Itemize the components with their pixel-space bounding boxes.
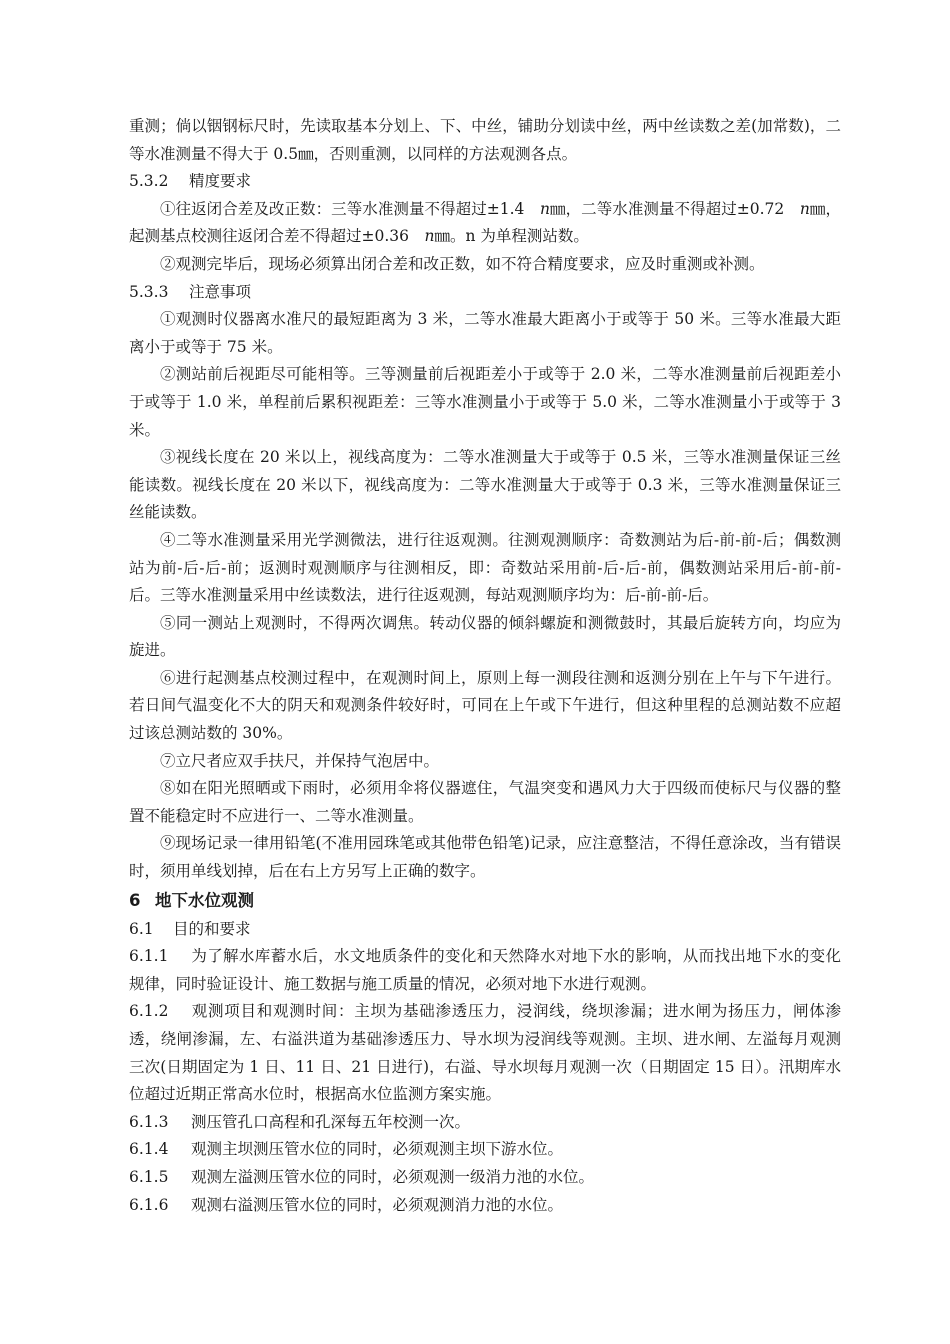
clause-text: 观测项目和观测时间：主坝为基础渗透压力，浸润线，绕坝渗漏；进水闸为扬压力，闸体渗透，绕闸渗漏，左、右溢洪道为基础渗透压力、导水坝为浸润线等观测。主坝、进水闸、左溢每月观测三次(日期固定为 1 日、11 日、21 日进行)，右溢、导水坝每月观测一次（日期固定 15 日）。汛期库水位超过近期正常高水位时，根据高水位监测方案实施。 <box>129 1002 841 1104</box>
clause-number: 6.1.5 <box>129 1167 169 1186</box>
list-item: ④二等水准测量采用光学测微法，进行往返观测。往测观测顺序：奇数测站为后-前-前-后；偶数测站为前-后-后-前；返测时观测顺序与往测相反，即：奇数站采用前-后-后-前，偶数测站采用后-前-前-后。三等水准测量采用中丝读数法，进行往返观测，每站观测顺序均为：后-前-前-后。 <box>129 530 841 605</box>
section-5-3-2-heading <box>129 168 841 196</box>
chapter-6-heading <box>129 886 841 916</box>
clause-number: 6.1.2 <box>129 1002 169 1021</box>
list-item: ①观测时仪器离水准尺的最短距离为 3 米，二等水准最大距离小于或等于 50 米。三等水准最大距离小于或等于 75 米。 <box>129 310 841 356</box>
clause-text: 为了解水库蓄水后，水文地质条件的变化和天然降水对地下水的影响，从而找出地下水的变化规律，同时验证设计、施工数据与施工质量的情况，必须对地下水进行观测。 <box>129 947 841 993</box>
clause-text: 观测左溢测压管水位的同时，必须观测一级消力池的水位。 <box>191 1167 595 1186</box>
clause-6-1-2 <box>129 998 841 1108</box>
section-number: 5.3.3 <box>129 282 169 301</box>
list-item: ③视线长度在 20 米以上，视线高度为：二等水准测量大于或等于 0.5 米，三等水准测量保证三丝能读数。视线长度在 20 米以下，视线高度为：二等水准测量大于或等于 0.3 米，三等水准测量保证三丝能读数。 <box>129 448 841 522</box>
section-5-3-3-heading <box>129 279 841 307</box>
chapter-number: 6 <box>129 890 141 910</box>
clause-6-1-4 <box>129 1136 841 1164</box>
list-item: ②观测完毕后，现场必须算出闭合差和改正数，如不符合精度要求，应及时重测或补测。 <box>160 254 765 273</box>
clause-number: 6.1.6 <box>129 1195 169 1214</box>
list-item: ⑨现场记录一律用铅笔(不准用园珠笔或其他带色铅笔)记录，应注意整洁，不得任意涂改，当有错误时，须用单线划掉，后在右上方另写上正确的数字。 <box>129 834 841 881</box>
section-number: 6.1 <box>129 919 154 938</box>
section-title: 精度要求 <box>189 172 252 191</box>
chapter-title: 地下水位观测 <box>155 890 254 910</box>
section-title: 注意事项 <box>189 282 252 301</box>
clause-text: 测压管孔口高程和孔深每五年校测一次。 <box>191 1112 471 1131</box>
list-item: ⑧如在阳光照晒或下雨时，必须用伞将仪器遮住，气温突变和遇风力大于四级而使标尺与仪器的整置不能稳定时不应进行一、二等水准测量。 <box>129 779 841 825</box>
clause-number: 6.1.4 <box>129 1140 169 1159</box>
clause-6-1-3 <box>129 1109 841 1137</box>
list-item: ⑤同一测站上观测时，不得两次调焦。转动仪器的倾斜螺旋和测微鼓时，其最后旋转方向，均应为旋进。 <box>129 613 841 660</box>
intro-paragraph: 重测；倘以铟钢标尺时，先读取基本分划上、下、中丝，铺助分划读中丝，两中丝读数之差(加常数)，二等水准测量不得大于 0.5㎜，否则重测，以同样的方法观测各点。 <box>129 117 841 163</box>
clause-6-1-5 <box>129 1164 841 1192</box>
list-item: ⑥进行起测基点校测过程中，在观测时间上，原则上每一测段往测和返测分别在上午与下午进行。若日间气温变化不大的阴天和观测条件较好时，可同在上午或下午进行，但这种里程的总测站数不应超过该总测站数的 30%。 <box>129 668 841 743</box>
document-page <box>129 113 841 1219</box>
clause-text: 观测主坝测压管水位的同时，必须观测主坝下游水位。 <box>191 1140 564 1159</box>
clause-number: 6.1.3 <box>129 1112 169 1131</box>
section-6-1-heading <box>129 916 841 944</box>
clause-6-1-6 <box>129 1192 841 1220</box>
list-item: ①往返闭合差及改正数：三等水准测量不得超过±1.4 𝑛㎜，二等水准测量不得超过±0.72 𝑛㎜，起测基点校测往返闭合差不得超过±0.36 𝑛㎜。n 为单程测站数。 <box>129 199 841 246</box>
section-title: 目的和要求 <box>173 919 251 938</box>
section-number: 5.3.2 <box>129 172 169 191</box>
list-item: ⑦立尺者应双手扶尺，并保持气泡居中。 <box>160 751 440 770</box>
clause-text: 观测右溢测压管水位的同时，必须观测消力池的水位。 <box>191 1195 564 1214</box>
list-item: ②测站前后视距尽可能相等。三等测量前后视距差小于或等于 2.0 米，二等水准测量前后视距差小于或等于 1.0 米，单程前后累积视距差：三等水准测量小于或等于 5.0 米，二等水准测量小于或等于 3 米。 <box>129 365 841 439</box>
clause-number: 6.1.1 <box>129 947 169 966</box>
clause-6-1-1 <box>129 943 841 998</box>
